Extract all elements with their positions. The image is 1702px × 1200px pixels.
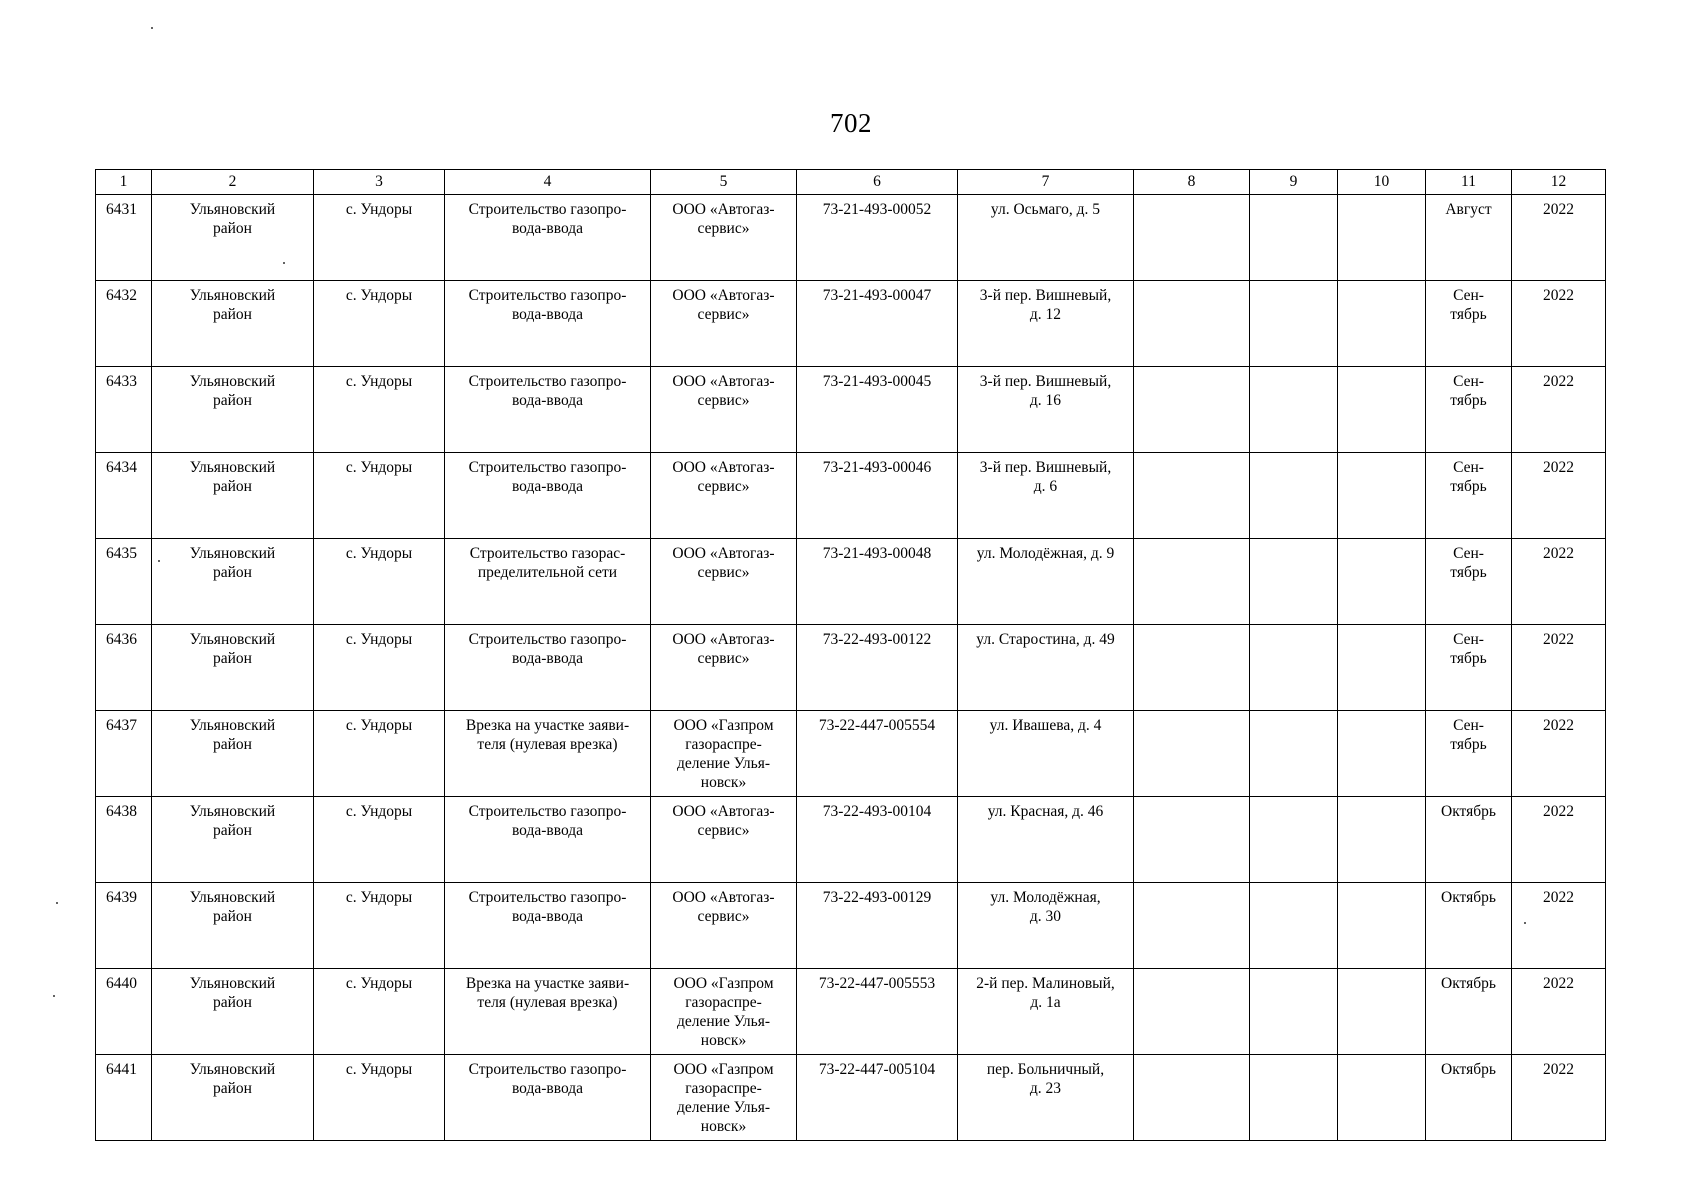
table-cell-col-8	[1134, 539, 1250, 625]
table-cell-col-12: 2022	[1512, 539, 1606, 625]
table-cell-col-10	[1338, 711, 1426, 797]
table-cell-col-12: 2022	[1512, 1055, 1606, 1141]
table-cell-col-12: 2022	[1512, 195, 1606, 281]
table-cell-col-8	[1134, 711, 1250, 797]
table-row	[96, 883, 1606, 969]
table-cell-col-11: Октябрь	[1426, 1055, 1512, 1141]
table-cell-col-6: 73-22-447-005104	[797, 1055, 958, 1141]
table-cell-col-11: Август	[1426, 195, 1512, 281]
table-cell-col-4: Строительство газопро- вода-ввода	[445, 625, 651, 711]
table-cell-col-11: Октябрь	[1426, 969, 1512, 1055]
table-cell-col-3: с. Ундоры	[314, 1055, 445, 1141]
table-cell-col-2: Ульяновский район	[152, 367, 314, 453]
table-cell-col-3: с. Ундоры	[314, 195, 445, 281]
table-cell-col-9	[1250, 281, 1338, 367]
scan-speck	[151, 27, 153, 29]
table-cell-col-2: Ульяновский район	[152, 453, 314, 539]
table-cell-col-10	[1338, 195, 1426, 281]
table-row	[96, 367, 1606, 453]
table-cell-col-8	[1134, 883, 1250, 969]
table-cell-col-4: Строительство газопро- вода-ввода	[445, 883, 651, 969]
table-cell-col-6: 73-22-447-005554	[797, 711, 958, 797]
table-cell-col-6: 73-22-447-005553	[797, 969, 958, 1055]
table-cell-col-9	[1250, 1055, 1338, 1141]
table-row	[96, 195, 1606, 281]
table-cell-col-7: 3-й пер. Вишневый, д. 16	[958, 367, 1134, 453]
table-row	[96, 797, 1606, 883]
data-table	[95, 169, 1606, 1141]
table-cell-col-4: Врезка на участке заяви- теля (нулевая врезка)	[445, 969, 651, 1055]
table-cell-col-12: 2022	[1512, 281, 1606, 367]
table-body	[96, 195, 1606, 1141]
table-cell-col-7: пер. Больничный, д. 23	[958, 1055, 1134, 1141]
table-cell-col-6: 73-21-493-00047	[797, 281, 958, 367]
table-row	[96, 711, 1606, 797]
table-cell-col-12: 2022	[1512, 625, 1606, 711]
table-cell-col-1: 6439	[96, 883, 152, 969]
table-cell-col-5: ООО «Автогаз- сервис»	[651, 367, 797, 453]
table-cell-col-9	[1250, 625, 1338, 711]
table-row	[96, 1055, 1606, 1141]
table-cell-col-10	[1338, 281, 1426, 367]
table-cell-col-12: 2022	[1512, 883, 1606, 969]
page-number: 702	[830, 108, 872, 138]
table-cell-col-1: 6435	[96, 539, 152, 625]
table-cell-col-7: 2-й пер. Малиновый, д. 1а	[958, 969, 1134, 1055]
table-cell-col-10	[1338, 1055, 1426, 1141]
table-cell-col-8	[1134, 453, 1250, 539]
table-cell-col-2: Ульяновский район	[152, 1055, 314, 1141]
table-cell-col-11: Октябрь	[1426, 797, 1512, 883]
table-cell-col-6: 73-22-493-00104	[797, 797, 958, 883]
table-cell-col-2: Ульяновский район	[152, 625, 314, 711]
column-header-2: 2	[152, 170, 314, 195]
table-row	[96, 539, 1606, 625]
table-cell-col-7: 3-й пер. Вишневый, д. 6	[958, 453, 1134, 539]
table-cell-col-12: 2022	[1512, 797, 1606, 883]
table-cell-col-2: Ульяновский район	[152, 797, 314, 883]
table-cell-col-5: ООО «Автогаз- сервис»	[651, 539, 797, 625]
table-cell-col-8	[1134, 1055, 1250, 1141]
table-cell-col-7: ул. Старостина, д. 49	[958, 625, 1134, 711]
scan-speck	[56, 902, 58, 904]
table-cell-col-8	[1134, 797, 1250, 883]
table-cell-col-8	[1134, 625, 1250, 711]
table-cell-col-4: Строительство газорас- пределительной сети	[445, 539, 651, 625]
table-cell-col-6: 73-21-493-00045	[797, 367, 958, 453]
table-cell-col-1: 6436	[96, 625, 152, 711]
column-header-12: 12	[1512, 170, 1606, 195]
table-cell-col-2: Ульяновский район	[152, 969, 314, 1055]
table-row	[96, 625, 1606, 711]
table-cell-col-11: Сен- тябрь	[1426, 625, 1512, 711]
table-cell-col-12: 2022	[1512, 969, 1606, 1055]
table-cell-col-12: 2022	[1512, 367, 1606, 453]
table-cell-col-5: ООО «Автогаз- сервис»	[651, 625, 797, 711]
table-cell-col-6: 73-21-493-00048	[797, 539, 958, 625]
column-header-1: 1	[96, 170, 152, 195]
table-cell-col-3: с. Ундоры	[314, 625, 445, 711]
table-cell-col-11: Сен- тябрь	[1426, 367, 1512, 453]
table-cell-col-1: 6437	[96, 711, 152, 797]
table-cell-col-3: с. Ундоры	[314, 883, 445, 969]
table-cell-col-10	[1338, 969, 1426, 1055]
column-header-5: 5	[651, 170, 797, 195]
table-cell-col-6: 73-21-493-00052	[797, 195, 958, 281]
table-cell-col-7: ул. Ивашева, д. 4	[958, 711, 1134, 797]
table-cell-col-6: 73-22-493-00129	[797, 883, 958, 969]
table-cell-col-5: ООО «Автогаз- сервис»	[651, 281, 797, 367]
table-cell-col-5: ООО «Автогаз- сервис»	[651, 797, 797, 883]
table-row	[96, 453, 1606, 539]
table-header-row	[96, 170, 1606, 195]
table-cell-col-1: 6441	[96, 1055, 152, 1141]
table-cell-col-10	[1338, 625, 1426, 711]
table-cell-col-9	[1250, 367, 1338, 453]
column-header-6: 6	[797, 170, 958, 195]
column-header-8: 8	[1134, 170, 1250, 195]
scan-speck	[283, 262, 285, 264]
column-header-10: 10	[1338, 170, 1426, 195]
table-cell-col-9	[1250, 539, 1338, 625]
table-cell-col-11: Сен- тябрь	[1426, 453, 1512, 539]
table-cell-col-6: 73-22-493-00122	[797, 625, 958, 711]
table-cell-col-2: Ульяновский район	[152, 539, 314, 625]
table-cell-col-3: с. Ундоры	[314, 453, 445, 539]
scan-speck	[158, 560, 160, 562]
table-cell-col-10	[1338, 883, 1426, 969]
table-cell-col-12: 2022	[1512, 453, 1606, 539]
table-cell-col-7: ул. Осьмаго, д. 5	[958, 195, 1134, 281]
table-cell-col-5: ООО «Автогаз- сервис»	[651, 453, 797, 539]
table-cell-col-8	[1134, 367, 1250, 453]
table-cell-col-3: с. Ундоры	[314, 539, 445, 625]
table-cell-col-11: Сен- тябрь	[1426, 539, 1512, 625]
table-cell-col-7: ул. Молодёжная, д. 30	[958, 883, 1134, 969]
table-cell-col-4: Строительство газопро- вода-ввода	[445, 367, 651, 453]
table-cell-col-11: Сен- тябрь	[1426, 711, 1512, 797]
column-header-7: 7	[958, 170, 1134, 195]
table-cell-col-4: Строительство газопро- вода-ввода	[445, 281, 651, 367]
table-cell-col-4: Строительство газопро- вода-ввода	[445, 797, 651, 883]
column-header-11: 11	[1426, 170, 1512, 195]
table-cell-col-2: Ульяновский район	[152, 711, 314, 797]
column-header-4: 4	[445, 170, 651, 195]
table-cell-col-9	[1250, 969, 1338, 1055]
table-cell-col-5: ООО «Газпром газораспре- деление Улья- новск»	[651, 1055, 797, 1141]
table-cell-col-3: с. Ундоры	[314, 797, 445, 883]
table-row	[96, 281, 1606, 367]
table-cell-col-3: с. Ундоры	[314, 281, 445, 367]
table-cell-col-2: Ульяновский район	[152, 281, 314, 367]
table-cell-col-4: Врезка на участке заяви- теля (нулевая врезка)	[445, 711, 651, 797]
table-cell-col-1: 6431	[96, 195, 152, 281]
table-cell-col-9	[1250, 195, 1338, 281]
scan-speck	[53, 995, 55, 997]
table-cell-col-1: 6438	[96, 797, 152, 883]
table-cell-col-2: Ульяновский район	[152, 195, 314, 281]
table-cell-col-3: с. Ундоры	[314, 711, 445, 797]
table-cell-col-7: ул. Красная, д. 46	[958, 797, 1134, 883]
table-cell-col-9	[1250, 797, 1338, 883]
table-cell-col-4: Строительство газопро- вода-ввода	[445, 453, 651, 539]
table-row	[96, 969, 1606, 1055]
table-cell-col-10	[1338, 797, 1426, 883]
table-cell-col-6: 73-21-493-00046	[797, 453, 958, 539]
table-cell-col-12: 2022	[1512, 711, 1606, 797]
table-cell-col-5: ООО «Газпром газораспре- деление Улья- новск»	[651, 969, 797, 1055]
table-cell-col-7: 3-й пер. Вишневый, д. 12	[958, 281, 1134, 367]
table-cell-col-4: Строительство газопро- вода-ввода	[445, 195, 651, 281]
table-cell-col-9	[1250, 711, 1338, 797]
table-cell-col-10	[1338, 367, 1426, 453]
table-cell-col-7: ул. Молодёжная, д. 9	[958, 539, 1134, 625]
table-cell-col-10	[1338, 539, 1426, 625]
table-cell-col-1: 6432	[96, 281, 152, 367]
table-cell-col-9	[1250, 883, 1338, 969]
table-cell-col-4: Строительство газопро- вода-ввода	[445, 1055, 651, 1141]
table-cell-col-1: 6433	[96, 367, 152, 453]
table-cell-col-11: Октябрь	[1426, 883, 1512, 969]
table-cell-col-3: с. Ундоры	[314, 367, 445, 453]
column-header-9: 9	[1250, 170, 1338, 195]
table-cell-col-8	[1134, 195, 1250, 281]
table-cell-col-1: 6434	[96, 453, 152, 539]
table-cell-col-1: 6440	[96, 969, 152, 1055]
table-cell-col-8	[1134, 969, 1250, 1055]
table-cell-col-9	[1250, 453, 1338, 539]
table-cell-col-5: ООО «Газпром газораспре- деление Улья- новск»	[651, 711, 797, 797]
table-cell-col-8	[1134, 281, 1250, 367]
column-header-3: 3	[314, 170, 445, 195]
scan-speck	[1524, 922, 1526, 924]
table-cell-col-5: ООО «Автогаз- сервис»	[651, 883, 797, 969]
table-cell-col-5: ООО «Автогаз- сервис»	[651, 195, 797, 281]
table-cell-col-2: Ульяновский район	[152, 883, 314, 969]
table-cell-col-10	[1338, 453, 1426, 539]
table-cell-col-11: Сен- тябрь	[1426, 281, 1512, 367]
table-cell-col-3: с. Ундоры	[314, 969, 445, 1055]
